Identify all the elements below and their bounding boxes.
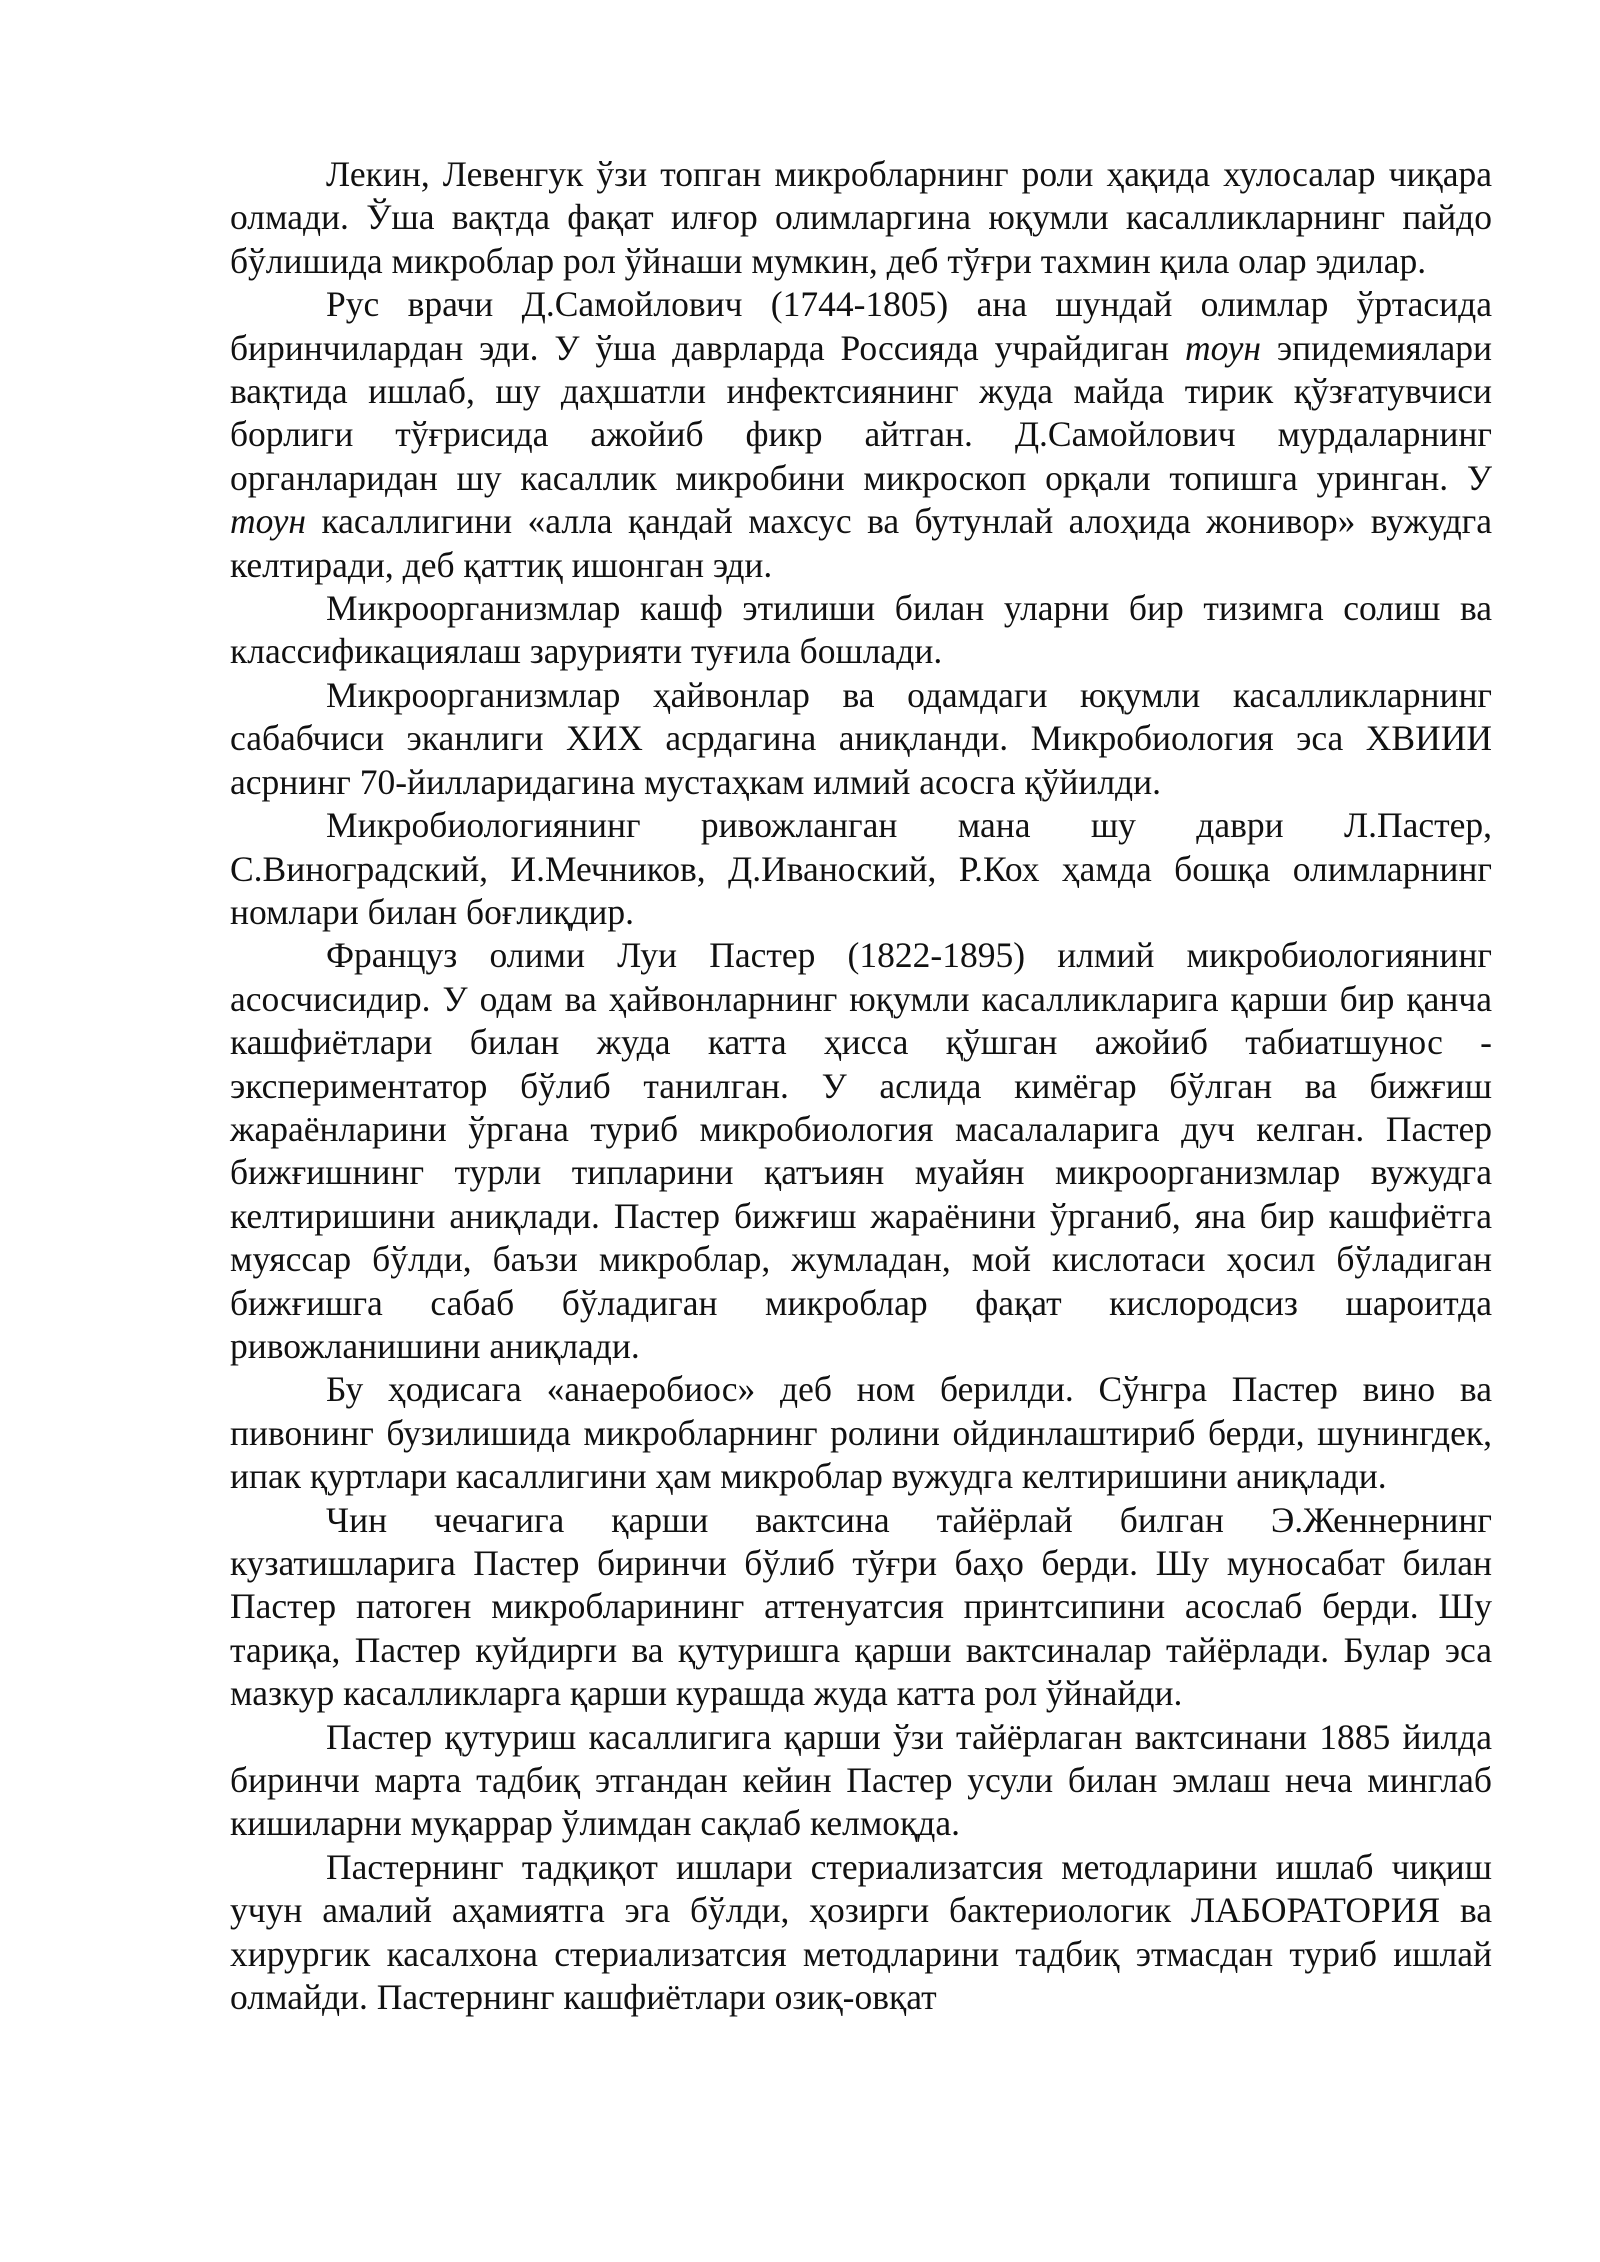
paragraph-4: Микроорганизмлар ҳайвонлар ва одамдаги юқумли касалликларнинг сабабчиси эканлиги ХИХ асрдагина аниқланди. Микробиология эса ХВИИИ асрнинг 70-йилларидагина мустаҳкам илмий асосга қўйилди. (230, 674, 1492, 802)
paragraph-2-text-3: касаллигини «алла қандай махсус ва бутунлай алоҳида жонивор» вужудга келтиради, деб қаттиқ ишонган эди. (230, 501, 1492, 585)
paragraph-6: Француз олими Луи Пастер (1822-1895) илмий микробиологиянинг асосчисидир. У одам ва ҳайвонларнинг юқумли касалликларига қарши бир қанча кашфиётлари билан жуда катта ҳисса қўшган ажойиб табиатшунос - экспериментатор бўлиб танилган. У аслида кимёгар бўлган ва бижғиш жараёнларини ўргана туриб микробиология масалаларига дуч келган. Пастер бижғишнинг турли типларини қатъиян муайян микроорганизмлар вужудга келтиришини аниқлади. Пастер бижғиш жараёнини ўрганиб, яна бир кашфиётга муяссар бўлди, баъзи микроблар, жумладан, мой кислотаси ҳосил бўладиган бижғишга сабаб бўладиган микроблар фақат кислородсиз шароитда ривожланишини аниқлади. (230, 935, 1492, 1366)
paragraph-2-italic-toun-1: тоун (1184, 327, 1262, 368)
paragraph-3: Микроорганизмлар кашф этилиши билан уларни бир тизимга солиш ва классификациялаш зарурияти туғила бошлади. (230, 588, 1492, 672)
paragraph-1: Лекин, Левенгук ўзи топган микробларнинг роли ҳақида хулосалар чиқара олмади. Ўша вақтда фақат илғор олимларгина юқумли касалликларнинг пайдо бўлишида микроблар рол ўйнаши мумкин, деб тўғри тахмин қила олар эдилар. (230, 154, 1492, 281)
document-body (230, 153, 1492, 2019)
paragraph-2-text-2: эпидемиялари вақтида ишлаб, шу даҳшатли инфектсиянинг жуда майда тирик қўзғатувчиси борлиги тўғрисида ажойиб фикр айтган. Д.Самойлович мурдаларнинг органларидан шу касаллик микробини микроскоп орқали топишга уринган. У (230, 327, 1492, 498)
paragraph-8: Чин чечагига қарши вактсина тайёрлай билган Э.Женнернинг кузатишларига Пастер биринчи бўлиб тўғри баҳо берди. Шу муносабат билан Пастер патоген микробларининг аттенуатсия принтсипини асослаб берди. Шу тариқа, Пастер куйдирги ва қутуришга қарши вактсиналар тайёрлади. Булар эса мазкур касалликларга қарши курашда жуда катта рол ўйнайди. (230, 1499, 1492, 1714)
paragraph-9: Пастер қутуриш касаллигига қарши ўзи тайёрлаган вактсинани 1885 йилда биринчи марта тадбиқ этгандан кейин Пастер усули билан эмлаш неча минглаб кишиларни муқаррар ўлимдан сақлаб келмоқда. (230, 1716, 1492, 1844)
paragraph-2-italic-toun-2: тоун (230, 501, 307, 542)
paragraph-10: Пастернинг тадқиқот ишлари стериализатсия методларини ишлаб чиқиш учун амалий аҳамиятга эга бўлди, ҳозирги бактериологик ЛАБОРАТОРИЯ ва хирургик касалхона стериализатсия методларини тадбиқ этмасдан туриб ишлай олмайди. Пастернинг кашфиётлари озиқ-овқат (230, 1846, 1492, 2018)
paragraph-2-text-1: Рус врачи Д.Самойлович (1744-1805) ана шундай олимлар ўртасида биринчилардан эди. У ўша даврларда Россияда учрайдиган (230, 284, 1492, 368)
paragraph-7: Бу ҳодисага «анаеробиос» деб ном берилди. Сўнгра Пастер вино ва пивонинг бузилишида микробларнинг ролини ойдинлаштириб берди, шунингдек, ипак қуртлари касаллигини ҳам микроблар вужудга келтиришини аниқлади. (230, 1369, 1492, 1497)
paragraph-5: Микробиологиянинг ривожланган мана шу даври Л.Пастер, С.Виноградский, И.Мечников, Д.Иваноский, Р.Кох ҳамда бошқа олимларнинг номлари билан боғлиқдир. (230, 805, 1492, 932)
paragraph-2 (230, 283, 1492, 587)
